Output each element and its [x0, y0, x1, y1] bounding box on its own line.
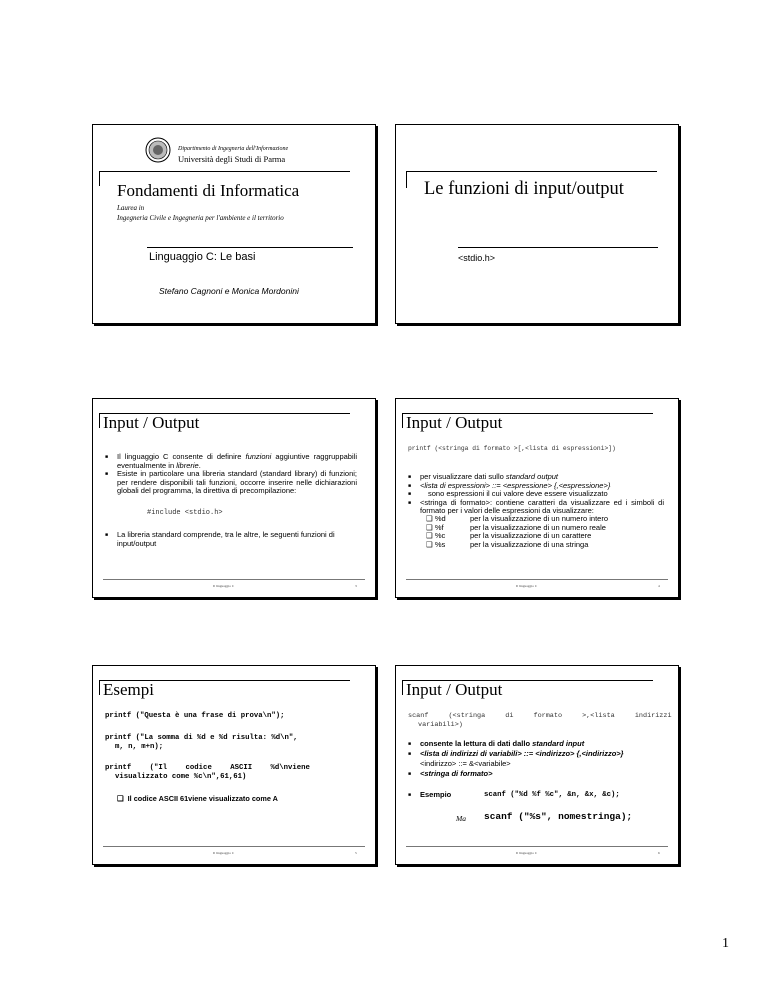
slide-title: Input / Output [406, 413, 503, 432]
university-label: Università degli Studi di Parma [178, 154, 286, 164]
topic-label: Linguaggio C: Le basi [149, 251, 256, 263]
format-table [426, 515, 608, 549]
bullet-list [408, 739, 664, 779]
slide-title-page [92, 124, 376, 324]
bullet-item: ■ La libreria standard comprende, tra le altre, le seguenti funzioni di input/output [105, 531, 357, 548]
subtitle-line2: Ingegneria Civile e Ingegneria per l'ambiente e il territorio [117, 214, 284, 222]
page-number: 1 [722, 936, 729, 951]
slide-input-output-printf [395, 398, 679, 598]
example-2-line2: m, n, m+n); [115, 743, 164, 751]
scanf-example: scanf ("%d %f %c", &n, &x, &c); [484, 791, 620, 799]
bullet-list [408, 473, 664, 516]
footer-label: Il linguaggio C [516, 584, 538, 588]
slide-esempi [92, 665, 376, 865]
footer-rule [406, 579, 668, 580]
bullet-list [105, 453, 357, 496]
slide-number: 3 [355, 584, 357, 588]
printf-syntax: printf (<stringa di formato >[,<lista di espressioni>]) [408, 445, 616, 452]
bullet-item: ■ Esempio [408, 791, 664, 800]
example-2-line1: printf ("La somma di %d e %d risulta: %d\n", [105, 734, 298, 742]
example-3-line2: visualizzato come %c\n",61,61) [115, 773, 247, 781]
bullet-item: ■ per visualizzare dati sullo standard output [408, 473, 664, 482]
header-rule [458, 247, 658, 248]
result-item: ❑ Il codice ASCII 61viene visualizzato come A [117, 794, 278, 803]
authors-label: Stefano Cagnoni e Monica Mordonini [159, 286, 299, 296]
scanf-string-example: scanf ("%s", nomestringa); [484, 811, 633, 822]
format-row: ❑ %f per la visualizzazione di un numero reale [426, 522, 606, 532]
bullet-item: ■ <stringa di formato>: contiene caratteri da visualizzare ed i simboli di formato per i valori delle espressioni da visualizzare: [408, 499, 664, 516]
bullet-item: ■ <lista di indirizzi di variabili> ::= <indirizzo> {,<indirizzo>} <indirizzo> ::= &<variabile> [408, 749, 664, 769]
subtitle-line1: Laurea in [117, 204, 145, 212]
example-1: printf ("Questa è una frase di prova\n"); [105, 712, 285, 720]
code-include: #include <stdio.h> [147, 509, 223, 517]
university-seal-icon [145, 137, 171, 163]
slide-title: Fondamenti di Informatica [117, 181, 300, 200]
slide-io-functions [395, 124, 679, 324]
footer-label: Il linguaggio C [516, 851, 538, 855]
bullet-item: ■ <stringa di formato> [408, 769, 664, 779]
slide-title: Le funzioni di input/output [424, 179, 624, 199]
topic-rule [147, 247, 353, 248]
format-row: ❑ %c per la visualizzazione di un carattere [426, 531, 592, 541]
bullet-list-2 [105, 531, 357, 548]
slide-title: Input / Output [103, 413, 200, 432]
slide-title: Input / Output [406, 680, 503, 699]
bullet-item: ■ Esiste in particolare una libreria standard (standard library) di funzioni; per rendere disponibili tali funzioni, occorre inserire nelle dichiarazioni globali del programma, la direttiva di precompilazione: [105, 470, 357, 496]
slide-number: 5 [355, 851, 357, 855]
format-row: ❑ %s per la visualizzazione di una stringa [426, 539, 589, 549]
scanf-syntax-line1: scanf (<stringa di formato >,<lista indirizzi [408, 712, 672, 720]
footer-rule [103, 846, 365, 847]
slide-number: 6 [658, 851, 660, 855]
footer-rule [406, 846, 668, 847]
bullet-item: ■ consente la lettura di dati dallo standard input [408, 739, 664, 749]
department-label: Dipartimento di Ingegneria dell'Informazione [178, 146, 289, 152]
slide-input-output-scanf [395, 665, 679, 865]
footer-label: Il linguaggio C [213, 851, 235, 855]
bullet-item: ■ <lista di espressioni> ::= <espressione> {,<espressione>} [408, 482, 664, 491]
format-row: ❑ %d per la visualizzazione di un numero intero [426, 514, 608, 523]
stdio-label: <stdio.h> [458, 253, 496, 263]
slide-number: 4 [658, 584, 660, 588]
sub-bullet-item: ■ sono espressioni il cui valore deve essere visualizzato [408, 490, 664, 499]
slide-title: Esempi [103, 680, 154, 699]
scanf-syntax-line2: variabili>) [418, 721, 463, 729]
footer-rule [103, 579, 365, 580]
bullet-item: ■ Il linguaggio C consente di definire funzioni aggiuntive raggruppabili eventualmente in librerie. [105, 453, 357, 470]
example-3-line1: printf ("Il codice ASCII %d\nviene [105, 764, 310, 772]
slide-input-output-1 [92, 398, 376, 598]
ma-label: Ma [456, 814, 466, 823]
footer-label: Il linguaggio C [213, 584, 235, 588]
